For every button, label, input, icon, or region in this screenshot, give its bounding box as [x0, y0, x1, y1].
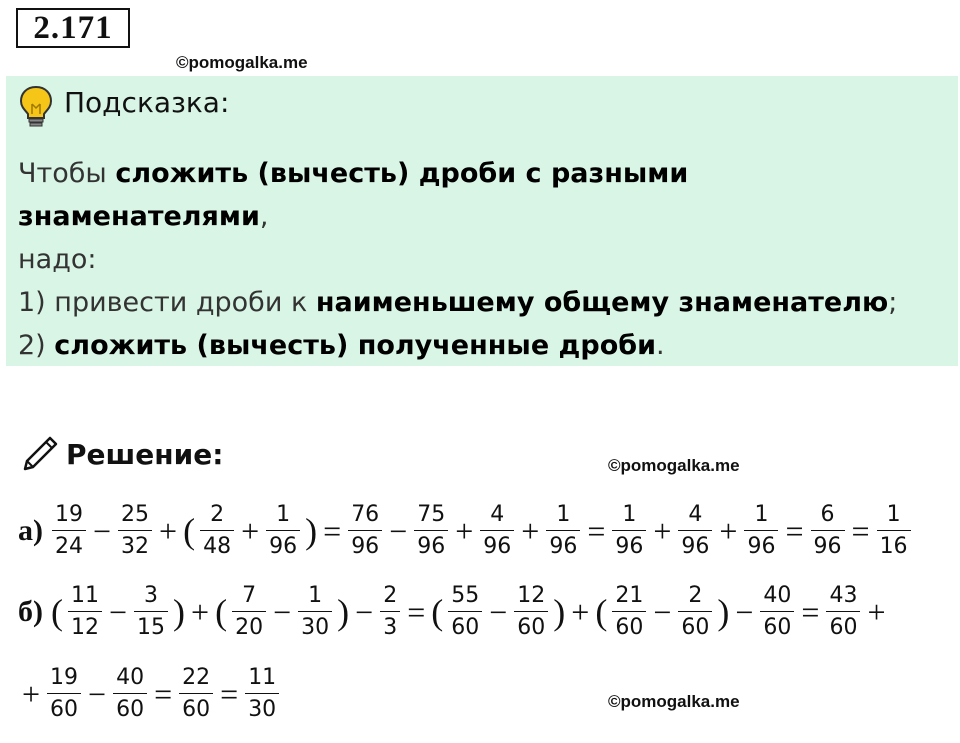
- numerator: 4: [688, 502, 703, 527]
- numerator: 1: [886, 502, 901, 527]
- numerator: 40: [763, 583, 792, 608]
- fraction: [200, 503, 234, 559]
- operator: −: [355, 593, 374, 630]
- operator: =: [323, 512, 342, 549]
- numerator: 7: [242, 583, 257, 608]
- hint-text-segment: надо:: [18, 244, 97, 275]
- denominator: 96: [744, 530, 778, 559]
- denominator: 20: [232, 611, 266, 640]
- hint-text-segment: ,: [259, 201, 269, 232]
- denominator: 60: [612, 611, 646, 640]
- fraction: [678, 584, 712, 640]
- problem-number: 2.171: [16, 8, 130, 48]
- denominator: 3: [380, 611, 400, 640]
- hint-line: [18, 152, 948, 238]
- operator: +: [159, 512, 178, 549]
- numerator: 75: [417, 502, 446, 527]
- fraction: [113, 666, 147, 722]
- numerator: 2: [688, 583, 703, 608]
- numerator: 76: [351, 502, 380, 527]
- numerator: 1: [308, 583, 323, 608]
- numerator: 3: [144, 583, 159, 608]
- operator: =: [851, 512, 870, 549]
- operator: −: [93, 512, 112, 549]
- operator: −: [489, 593, 508, 630]
- denominator: 24: [52, 530, 86, 559]
- hint-emphasis: наименьшему общему знаменателю: [315, 287, 889, 318]
- numerator: 19: [55, 502, 83, 527]
- close-paren: ): [337, 592, 350, 632]
- fraction: [298, 584, 332, 640]
- operator: +: [653, 512, 672, 549]
- fraction: [266, 503, 300, 559]
- numerator: 12: [517, 583, 546, 608]
- denominator: 96: [811, 530, 845, 559]
- watermark: ©pomogalka.me: [608, 456, 740, 475]
- operator: +: [571, 593, 590, 630]
- numerator: 55: [451, 583, 480, 608]
- fraction: [380, 584, 400, 640]
- denominator: 60: [760, 611, 794, 640]
- hint-text-segment: 2): [18, 330, 55, 361]
- fraction: [480, 503, 514, 559]
- operator: =: [801, 593, 820, 630]
- denominator: 60: [47, 693, 81, 722]
- close-paren: ): [717, 592, 730, 632]
- hint-emphasis: сложить (вычесть) полученные дроби: [54, 330, 657, 361]
- operator: =: [220, 675, 239, 712]
- hint-emphasis: сложить (вычесть) дроби с разными знаменателями: [18, 158, 689, 232]
- operator: =: [785, 512, 804, 549]
- denominator: 32: [118, 530, 152, 559]
- fraction: [612, 503, 646, 559]
- fraction: [811, 503, 845, 559]
- operator: +: [241, 512, 260, 549]
- denominator: 96: [266, 530, 300, 559]
- hint-line: [18, 281, 948, 324]
- operator: −: [273, 593, 292, 630]
- denominator: 12: [68, 611, 102, 640]
- operator: =: [154, 675, 173, 712]
- denominator: 60: [179, 693, 213, 722]
- fraction: [448, 584, 482, 640]
- solution-title: Решение:: [66, 438, 224, 471]
- numerator: 11: [71, 583, 99, 608]
- fraction: [232, 584, 266, 640]
- fraction: [877, 503, 911, 559]
- close-paren: ): [553, 592, 566, 632]
- operator: +: [719, 512, 738, 549]
- hint-line: [18, 238, 948, 281]
- denominator: 60: [678, 611, 712, 640]
- denominator: 60: [448, 611, 482, 640]
- item-label: б): [18, 595, 43, 628]
- hint-text: [18, 152, 948, 367]
- numerator: 40: [116, 665, 145, 690]
- operator: −: [389, 512, 408, 549]
- numerator: 22: [182, 665, 211, 690]
- watermark: ©pomogalka.me: [608, 692, 740, 711]
- fraction: [118, 503, 152, 559]
- fraction: [744, 503, 778, 559]
- numerator: 4: [490, 502, 505, 527]
- watermark: ©pomogalka.me: [176, 53, 308, 72]
- denominator: 96: [546, 530, 580, 559]
- fraction: [546, 503, 580, 559]
- solution-line-b-continued: [18, 666, 282, 722]
- numerator: 1: [754, 502, 769, 527]
- operator: =: [407, 593, 426, 630]
- denominator: 96: [348, 530, 382, 559]
- operator: +: [455, 512, 474, 549]
- operator: +: [867, 593, 886, 630]
- denominator: 48: [200, 530, 234, 559]
- fraction: [47, 666, 81, 722]
- operator: −: [109, 593, 128, 630]
- denominator: 60: [113, 693, 147, 722]
- operator: =: [587, 512, 606, 549]
- operator: +: [191, 593, 210, 630]
- hint-text-segment: .: [656, 330, 665, 361]
- fraction: [678, 503, 712, 559]
- fraction: [179, 666, 213, 722]
- numerator: 19: [50, 665, 79, 690]
- fraction: [134, 584, 168, 640]
- open-paren: (: [183, 511, 196, 551]
- denominator: 96: [480, 530, 514, 559]
- denominator: 96: [678, 530, 712, 559]
- fraction: [612, 584, 646, 640]
- fraction: [414, 503, 448, 559]
- operator: −: [88, 675, 107, 712]
- operator: −: [735, 593, 754, 630]
- fraction: [514, 584, 548, 640]
- fraction: [52, 503, 86, 559]
- denominator: 30: [245, 693, 279, 722]
- close-paren: ): [173, 592, 186, 632]
- fraction: [760, 584, 794, 640]
- numerator: 43: [829, 583, 858, 608]
- numerator: 11: [248, 665, 277, 690]
- numerator: 6: [820, 502, 835, 527]
- close-paren: ): [305, 511, 318, 551]
- hint-text-segment: ;: [888, 287, 898, 318]
- numerator: 25: [121, 502, 150, 527]
- hint-text-segment: 1) привести дроби к: [18, 287, 316, 318]
- denominator: 16: [877, 530, 911, 559]
- pencil-icon: [20, 434, 60, 474]
- item-label: а): [18, 514, 43, 547]
- fraction: [245, 666, 279, 722]
- hint-title: Подсказка:: [64, 86, 230, 119]
- numerator: 1: [276, 502, 291, 527]
- fraction: [68, 584, 102, 640]
- denominator: 96: [612, 530, 646, 559]
- numerator: 1: [622, 502, 637, 527]
- fraction: [826, 584, 860, 640]
- operator: −: [653, 593, 672, 630]
- fraction: [348, 503, 382, 559]
- denominator: 15: [134, 611, 168, 640]
- numerator: 2: [383, 583, 398, 608]
- open-paren: (: [51, 592, 63, 632]
- denominator: 30: [298, 611, 332, 640]
- numerator: 2: [210, 502, 225, 527]
- denominator: 60: [826, 611, 860, 640]
- lightbulb-icon: [18, 84, 54, 128]
- numerator: 1: [556, 502, 571, 527]
- numerator: 21: [615, 583, 644, 608]
- solution-line-b: [18, 584, 890, 640]
- operator: +: [521, 512, 540, 549]
- open-paren: (: [431, 592, 444, 632]
- hint-line: [18, 324, 948, 367]
- denominator: 60: [514, 611, 548, 640]
- solution-line-a: [18, 503, 914, 559]
- open-paren: (: [595, 592, 608, 632]
- operator: +: [22, 675, 41, 712]
- open-paren: (: [215, 592, 228, 632]
- denominator: 96: [414, 530, 448, 559]
- hint-text-segment: Чтобы: [18, 158, 116, 189]
